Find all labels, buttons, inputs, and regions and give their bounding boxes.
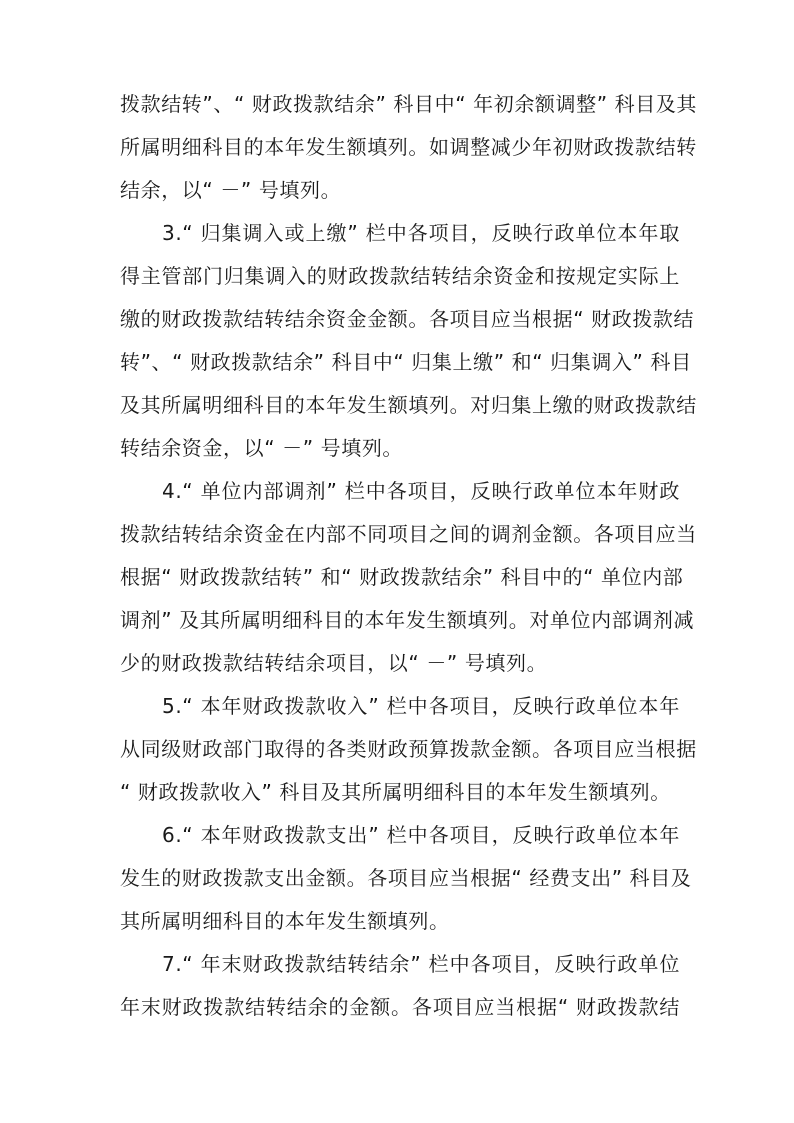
body-text-line: 调剂” 及其所属明细科目的本年发生额填列。对单位内部调剂减: [120, 608, 695, 632]
body-text-line: 从同级财政部门取得的各类财政预算拨款金额。各项目应当根据: [120, 737, 697, 761]
body-text-line: 结余，以“ －” 号填列。: [120, 178, 342, 202]
paragraph-7-first-line: 7.“ 年末财政拨款结转结余” 栏中各项目，反映行政单位: [162, 952, 680, 976]
body-text-line: 拨款结转结余资金在内部不同项目之间的调剂金额。各项目应当: [120, 522, 697, 546]
body-text-line: 其所属明细科目的本年发生额填列。: [120, 909, 450, 933]
body-text-line: 转”、“ 财政拨款结余” 科目中“ 归集上缴” 和“ 归集调入” 科目: [120, 350, 692, 374]
body-text-line: 及其所属明细科目的本年发生额填列。对归集上缴的财政拨款结: [120, 393, 697, 417]
paragraph-6-first-line: 6.“ 本年财政拨款支出” 栏中各项目，反映行政单位本年: [162, 823, 680, 847]
body-text-line: 拨款结转”、“ 财政拨款结余” 科目中“ 年初余额调整” 科目及其: [120, 92, 698, 116]
body-text-line: “ 财政拨款收入” 科目及其所属明细科目的本年发生额填列。: [120, 780, 671, 804]
body-text-line: 年末财政拨款结转结余的金额。各项目应当根据“ 财政拨款结: [120, 995, 680, 1019]
body-text-line: 转结余资金，以“ －” 号填列。: [120, 436, 404, 460]
body-text-line: 缴的财政拨款结转结余资金金额。各项目应当根据“ 财政拨款结: [120, 307, 695, 331]
paragraph-4-first-line: 4.“ 单位内部调剂” 栏中各项目，反映行政单位本年财政: [162, 479, 680, 503]
body-text-line: 少的财政拨款结转结余项目，以“ －” 号填列。: [120, 651, 548, 675]
body-text-line: 所属明细科目的本年发生额填列。如调整减少年初财政拨款结转: [120, 135, 697, 159]
body-text-line: 得主管部门归集调入的财政拨款结转结余资金和按规定实际上: [120, 264, 680, 288]
body-text-line: 根据“ 财政拨款结转” 和“ 财政拨款结余” 科目中的“ 单位内部: [120, 565, 684, 589]
body-text-line: 发生的财政拨款支出金额。各项目应当根据“ 经费支出” 科目及: [120, 866, 692, 890]
paragraph-5-first-line: 5.“ 本年财政拨款收入” 栏中各项目，反映行政单位本年: [162, 694, 680, 718]
paragraph-3-first-line: 3.“ 归集调入或上缴” 栏中各项目，反映行政单位本年取: [162, 221, 680, 245]
